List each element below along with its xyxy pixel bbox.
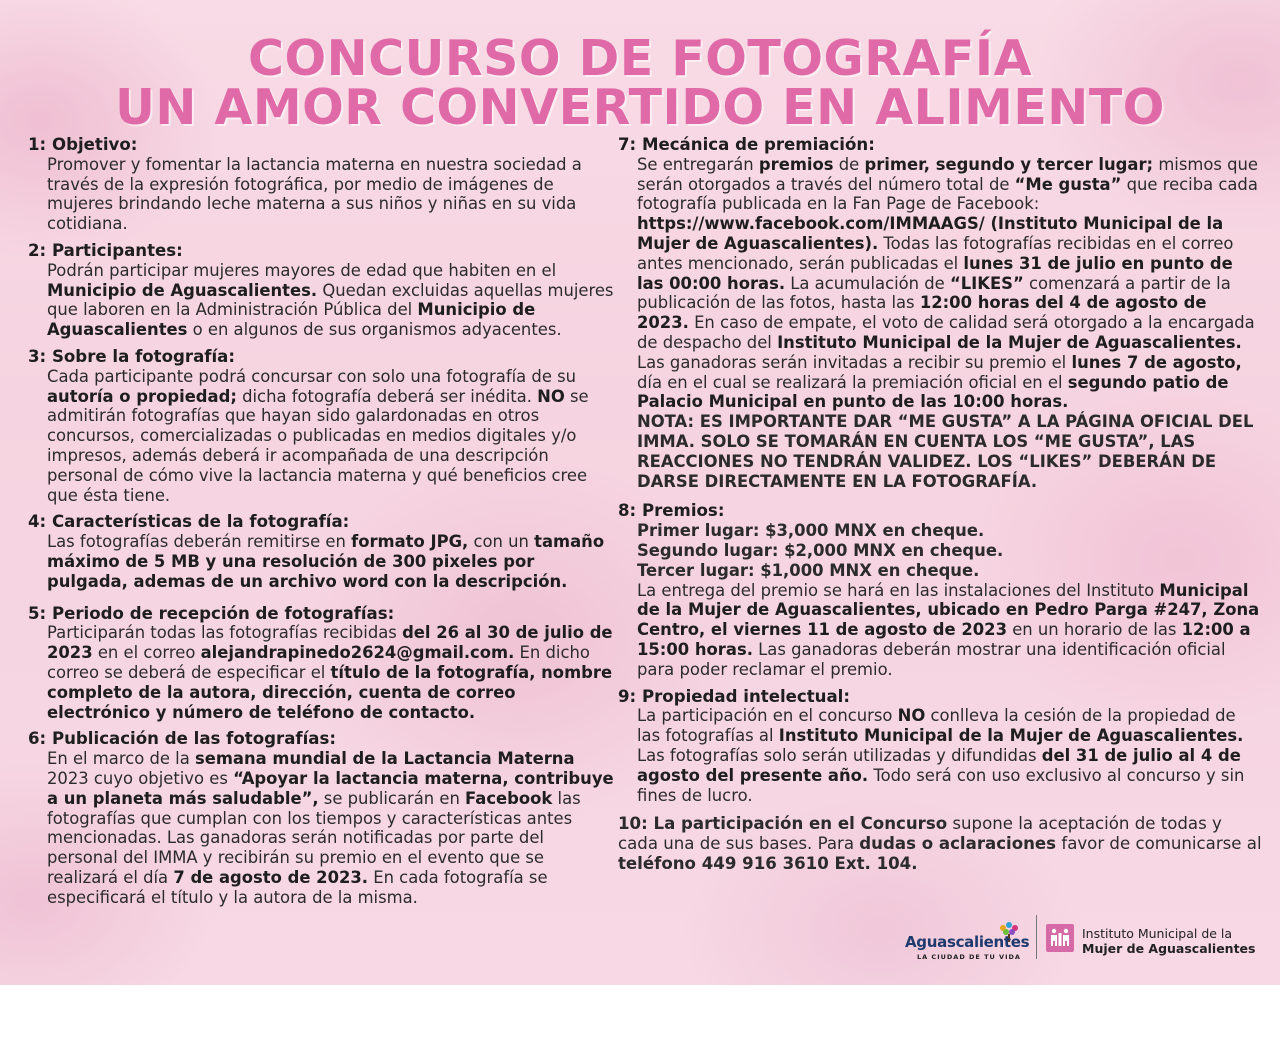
section-sobre-fotografia [28,347,618,505]
section-participantes [28,241,618,340]
section-premios [618,501,1263,679]
section-mecanica-premiacion [618,135,1263,491]
section-heading: 3: Sobre la fotografía: [28,346,236,366]
section-text: La entrega del premio se hará en las instalaciones del Instituto Municipal de la Mujer de Aguascalientes, ubicado en Pedro Parga #247, Zona Centro, el viernes 11 de agosto de 2023 en un horario de las 12:00 a 15:00 horas. Las ganadoras deberán mostrar una identificación oficial para poder reclamar el premio. [637,580,1260,679]
footer-logos [905,913,1265,963]
contact-phone: teléfono 449 916 3610 Ext. 104. [618,853,918,873]
contest-email: alejandrapinedo2624@gmail.com. [200,643,515,663]
section-heading: 1: Objetivo: [28,135,138,154]
section-objetivo [28,135,618,234]
imma-name-line-1: Instituto Municipal de la [1082,926,1233,941]
section-heading: 7: Mecánica de premiación: [618,135,875,154]
section-text: Las fotografías deberán remitirse en formato JPG, con un tamaño máximo de 5 MB y una resolución de 300 pixeles por pulgada, ademas de un archivo word con la descripción. [47,532,605,591]
logo-divider [1036,915,1037,959]
nota-text: NOTA: ES IMPORTANTE DAR “ME GUSTA” A LA PÁGINA OFICIAL DEL IMMA. SOLO SE TOMARÁN EN CUENTA LOS “ME GUSTA”, LAS REACCIONES NO TENDRÁN VALIDEZ. LOS “LIKES” DEBERÁN DE DARSE DIRECTAMENTE EN LA FOTOGRAFÍA. [637,412,1254,491]
section-text: Podrán participar mujeres mayores de edad que habiten en el Municipio de Aguascalientes. Quedan excluidas aquellas mujeres que laboren en la Administración Pública del Municipio de Aguascalientes o en algunos de sus organismos adyacentes. [47,260,614,340]
right-column [618,135,1263,874]
section-heading: 9: Propiedad intelectual: [618,686,850,706]
section-text: En el marco de la semana mundial de la Lactancia Materna 2023 cuyo objetivo es “Apoyar la lactancia materna, contribuye a un planeta más saludable”, se publicarán en Facebook las fotografías que cumplan con los tiempos y características antes mencionadas. Las ganadoras serán notificadas por parte del personal del IMMA y recibirán su premio en el evento que se realizará el día 7 de agosto de 2023. En cada fotografía se especificará el título y la autora de la misma. [47,749,614,907]
section-heading: 2: Participantes: [28,240,183,260]
section-text: Se entregarán premios de primer, segundo y tercer lugar; mismos que serán otorgados a través del número total de “Me gusta” que reciba cada fotografía publicada en la Fan Page de Facebook: https://www.facebook.com/IMMAAGS/ (Instituto Municipal de la Mujer de Aguascalientes). Todas las fotografías recibidas en el correo antes mencionado, serán publicadas el lunes 31 de julio en punto de las 00:00 horas. La acumulación de “LIKES” comenzará a partir de la publicación de las fotos, hasta las 12:00 horas del 4 de agosto de 2023. En caso de empate, el voto de calidad será otorgado a la encargada de despacho del Instituto Municipal de la Mujer de Aguascalientes. Las ganadoras serán invitadas a recibir su premio el lunes 7 de agosto, día en el cual se realizará la premiación oficial en el segundo patio de Palacio Municipal en punto de las 10:00 horas. [637,154,1259,412]
prize-second: Segundo lugar: $2,000 MNX en cheque. [637,540,1004,560]
aguascalientes-wordmark: Aguascalientes [905,933,1030,951]
section-caracteristicas [28,512,618,591]
section-text: Promover y fomentar la lactancia materna en nuestra sociedad a través de la expresión fotográfica, por medio de imágenes de mujeres brindando leche materna a sus niños y niñas en su vida cotidiana. [47,154,582,234]
section-text: Cada participante podrá concursar con solo una fotografía de su autoría o propiedad; dicha fotografía deberá ser inédita. NO se admitirán fotografías que hayan sido galardonadas en otros concursos, comercializadas o publicadas en medios digitales y/o impresos, además deberá ir acompañada de una descripción personal de cómo vive la lactancia materna y qué beneficios cree que ésta tiene. [47,366,589,505]
section-heading: 5: Periodo de recepción de fotografías: [28,603,395,623]
imma-logo-text [1082,926,1255,956]
section-participacion: 10: La participación en el Concurso supone la aceptación de todas y cada una de sus bases. Para dudas o aclaraciones favor de comunicarse al teléfono 449 916 3610 Ext. 104. [618,814,1262,873]
prize-first: Primer lugar: $3,000 MNX en cheque. [637,521,985,541]
aguascalientes-logo [905,921,1030,961]
facebook-page-link: https://www.facebook.com/IMMAAGS/ (Instituto Municipal de la Mujer de Aguascalientes). [637,214,1224,253]
section-heading: 4: Características de la fotografía: [28,512,350,532]
prize-third: Tercer lugar: $1,000 MNX en cheque. [637,560,980,580]
aguascalientes-tagline: LA CIUDAD DE TU VIDA [917,953,1021,961]
poster-title-line-1: CONCURSO DE FOTOGRAFÍA [247,30,1033,87]
section-propiedad-intelectual [618,687,1263,806]
section-heading: 6: Publicación de las fotografías: [28,729,337,749]
section-text: La participación en el concurso NO conlleva la cesión de la propiedad de las fotografías al Instituto Municipal de la Mujer de Aguascalientes. Las fotografías solo serán utilizadas y difundidas del 31 de julio al 4 de agosto del presente año. Todo será con uso exclusivo al concurso y sin fines de lucro. [637,706,1245,805]
imma-name-line-2: Mujer de Aguascalientes [1082,941,1256,956]
section-text: Participarán todas las fotografías recibidas del 26 al 30 de julio de 2023 en el correo alejandrapinedo2624@gmail.com. En dicho correo se deberá de especificar el título de la fotografía, nombre completo de la autora, dirección, cuenta de correo electrónico y número de teléfono de contacto. [47,623,613,722]
section-periodo-recepcion [28,604,618,723]
section-heading: 8: Premios: [618,501,725,521]
imma-logo-icon [1046,924,1074,952]
poster-title-line-2: UN AMOR CONVERTIDO EN ALIMENTO [115,79,1165,136]
left-column [28,135,618,914]
section-publicacion [28,729,618,907]
